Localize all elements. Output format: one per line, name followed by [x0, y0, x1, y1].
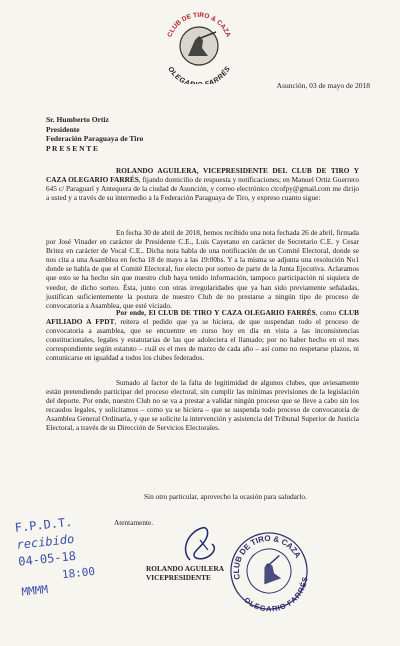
- paragraph-legitimacy: Sumado al factor de la falta de legitimidad de algunos clubes, que aviesamente están pretendiendo participar del proceso electoral, sin cumplir las mínimas previsiones de la legislación del deporte. Por ende, nuestro Club no se va a prestar a validar ningún proceso que se lleve a cabo sin los recaudos legales, y solicitamos – como ya se hiciera – que se suspenda todo proceso de convocatoria de Asamblea General Ordinaria, y que se solicite la intervención y asistencia del Tribunal Superior de Justicia Electoral, a través de su Dirección de Servicios Electorales.: [46, 378, 359, 433]
- recipient-title: Presidente: [46, 124, 80, 134]
- signer-name: ROLANDO AGUILERA: [146, 564, 225, 573]
- request-bold-club: El CLUB DE TIRO Y CAZA OLEGARIO FARRÉS: [148, 308, 316, 317]
- hand-initials: MMMM: [20, 582, 49, 599]
- closing-text: Atentamente.: [114, 518, 154, 527]
- signer-title: VICEPRESIDENTE: [146, 573, 211, 583]
- letter-date: Asunción, 03 de mayo de 2018: [276, 81, 370, 90]
- hand-received: recibido: [15, 531, 75, 552]
- hand-time: 18:00: [61, 564, 96, 582]
- recipient-org: Federación Paraguaya de Tiro: [46, 134, 144, 143]
- paragraph-request: [46, 308, 359, 363]
- request-rest: , reitera el pedido que ya se hiciera, de que suspendan todo el proceso de convocatoria a asamblea, que se encuentre en curso hoy en día en vista a las inconsistencias constitucionales, legales y estatutarias de las que adoleciera el llamado; por no haber hecho en el mes correspondiente según estatuto – cuál es el mes de marzo de cada año – así como no respetarse plazos, ni comunicarse en igualdad a todos los clubes federados.: [46, 317, 359, 363]
- signer-block: [146, 564, 224, 583]
- seal-top-text: CLUB DE TIRO & CAZA: [231, 533, 303, 581]
- logo-top-text: CLUB DE TIRO & CAZA: [166, 11, 232, 39]
- request-bold-affiliate: CLUB AFILIADO A FPDT: [46, 308, 360, 327]
- handwritten-receipt-note: [14, 509, 132, 601]
- logo-bottom-text: OLEGA ARRÉS: [166, 65, 232, 84]
- club-logo: [158, 2, 240, 84]
- request-lead: Por ende,: [116, 308, 149, 317]
- recipient-name: Sr. Humberto Ortiz: [46, 115, 109, 124]
- request-mid: , como: [315, 308, 339, 317]
- hand-org: F.P.D.T.: [14, 514, 74, 535]
- club-seal-stamp: [226, 528, 312, 614]
- seal-emblem: [226, 528, 312, 614]
- intro-bold: ROLANDO AGUILERA, VICEPRESIDENTE DEL CLUB DE TIRO Y CAZA OLEGARIO FARRÉS: [46, 166, 359, 185]
- club-logo-emblem: [158, 2, 240, 84]
- recipient-presente: P R E S E N T E: [46, 143, 99, 153]
- intro-rest: , fijando domicilio de respuesta y notificaciones; en Manuel Ortiz Guerrero 645 c/ Paraguarí y Antequera de la ciudad de Asunción, y correo electrónico ctcofpy@gmail.com me dirijo a usted y a través de su intermedio a la Federación Paraguaya de Tiro, y expreso cuanto sigue:: [46, 175, 359, 203]
- paragraph-intro: [46, 166, 359, 202]
- recipient-block: [46, 115, 296, 153]
- paragraph-farewell: Sin otro particular, aprovecho la ocasión para saludarlo.: [144, 492, 307, 501]
- paragraph-background: En fecha 30 de abril de 2018, hemos recibido una nota fechada 26 de abril, firmada por José Vinader en carácter de Presidente C.E., Luis Cayetano en carácter de Secretario C.E. y Cesar Britez en carácter de Vocal C.E.. Dicha nota habla de una notificación de un Comité Electoral, donde se nos cita a una Asamblea en fecha 18 de mayo a las 19:00hs. Y a la misma se adjunta una resolución No1 donde se habla de que el Comité Electoral, fue electo por sorteo de parte de la Junta Ejecutiva. Aclaramos que esto se ha hecho sin que nuestro club haya tenido información, tampoco participación ni siquiera de veedor, de dicho sorteo. Ésta, junto con otras irregularidades que ya han sido previamente señaladas, justifican suficientemente la postura de nuestro Club de no prestarse a ningún tipo de proceso de convocatoria a Asamblea, que esté viciado.: [46, 228, 359, 310]
- seal-bottom-text: OLEGARIO FARRÉS: [242, 576, 310, 614]
- hand-date: 04-05-18: [17, 548, 77, 569]
